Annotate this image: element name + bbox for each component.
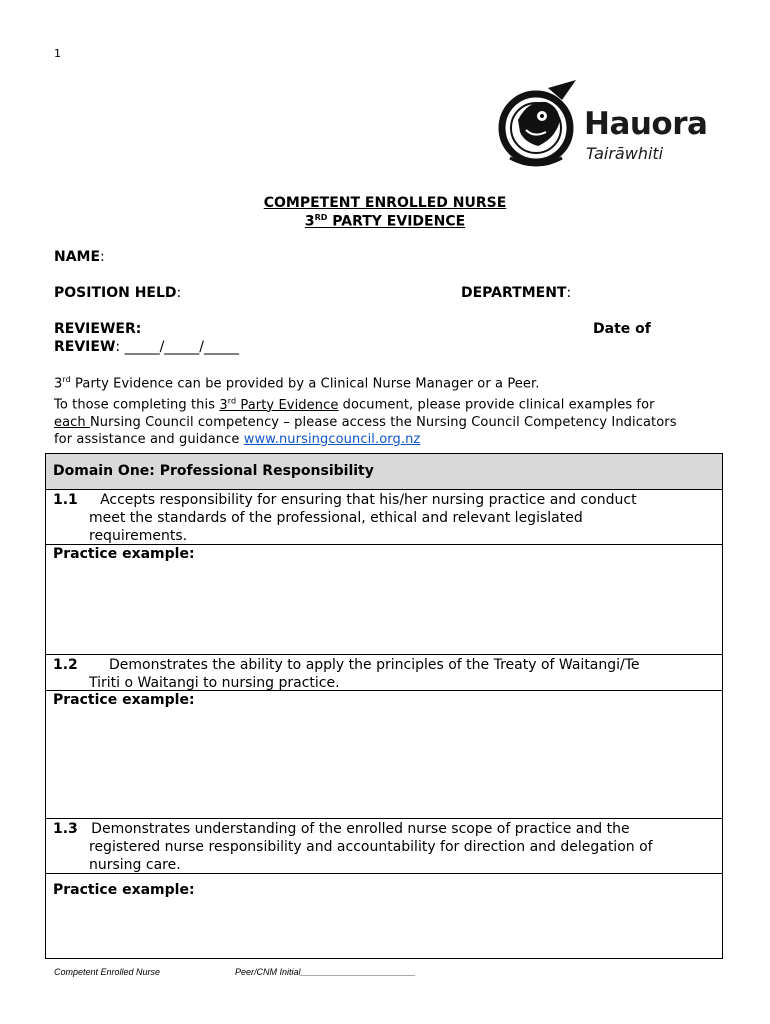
criterion-text: Tiriti o Waitangi to nursing practice. bbox=[89, 675, 340, 691]
practice-example-label: Practice example: bbox=[53, 546, 195, 562]
practice-example-row-1-3[interactable] bbox=[46, 874, 722, 958]
logo-wordmark: Hauora bbox=[584, 106, 708, 142]
subtitle-number: 3 bbox=[304, 213, 315, 230]
department-field: DEPARTMENT: bbox=[461, 285, 572, 301]
subtitle-sup: RD bbox=[314, 213, 328, 222]
instructions bbox=[54, 371, 734, 448]
practice-example-label: Practice example: bbox=[53, 692, 195, 708]
domain-header: Domain One: Professional Responsibility bbox=[53, 463, 374, 479]
footer-initial: Peer/CNM Initial_______________________ bbox=[235, 967, 416, 977]
reviewer-label: REVIEWER: bbox=[54, 321, 142, 337]
date-label: Date of bbox=[593, 321, 651, 337]
intro-text: Party Evidence can be provided by a Clinical Nurse Manager or a Peer. bbox=[70, 376, 540, 392]
instruction-line-1 bbox=[54, 371, 734, 392]
practice-example-label: Practice example: bbox=[53, 882, 195, 898]
department-label: DEPARTMENT bbox=[461, 285, 567, 301]
intro-underlined bbox=[219, 398, 338, 413]
document-title: COMPETENT ENROLLED NURSE bbox=[263, 195, 507, 211]
criterion-row-1-2 bbox=[46, 655, 722, 691]
criterion-number: 1.3 bbox=[53, 821, 78, 837]
criterion-text: Demonstrates the ability to apply the principles of the Treaty of Waitangi/Te bbox=[108, 657, 640, 673]
competency-table bbox=[45, 453, 723, 959]
intro-text: for assistance and guidance bbox=[54, 431, 244, 447]
criterion-text: nursing care. bbox=[89, 857, 181, 873]
intro-sup: rd bbox=[227, 396, 237, 406]
review-date-field bbox=[54, 339, 239, 355]
criterion-line bbox=[53, 820, 630, 838]
subtitle-text: PARTY EVIDENCE bbox=[327, 213, 466, 230]
criterion-text: registered nurse responsibility and accountability for direction and delegation of bbox=[89, 839, 653, 855]
intro-underlined: each bbox=[54, 414, 90, 430]
intro-num: 3 bbox=[54, 376, 63, 392]
instruction-line-2 bbox=[54, 392, 734, 413]
criterion-text: Demonstrates understanding of the enrolled nurse scope of practice and the bbox=[91, 821, 630, 837]
intro-text: document, please provide clinical examples for bbox=[338, 397, 655, 413]
document-subtitle bbox=[0, 213, 770, 230]
criterion-text: meet the standards of the professional, ethical and relevant legislated bbox=[89, 510, 583, 526]
instruction-line-4 bbox=[54, 431, 734, 448]
intro-text: Nursing Council competency – please access the Nursing Council Competency Indicators bbox=[89, 414, 677, 430]
intro-sup: rd bbox=[62, 375, 71, 384]
hauora-logo bbox=[498, 80, 718, 170]
review-label: REVIEW bbox=[54, 339, 116, 355]
logo-emblem-icon bbox=[498, 80, 582, 170]
practice-example-row-1-2[interactable] bbox=[46, 691, 722, 819]
criterion-number: 1.2 bbox=[53, 657, 78, 673]
practice-example-row-1-1[interactable] bbox=[46, 545, 722, 655]
name-field: NAME: bbox=[54, 249, 105, 265]
position-field: POSITION HELD: bbox=[54, 285, 182, 301]
nursing-council-link[interactable]: www.nursingcouncil.org.nz bbox=[243, 431, 421, 447]
page-number: 1 bbox=[54, 47, 61, 60]
criterion-row-1-3 bbox=[46, 819, 722, 874]
criterion-text: requirements. bbox=[89, 528, 188, 544]
position-label: POSITION HELD bbox=[54, 285, 177, 301]
domain-header-row bbox=[46, 454, 722, 490]
criterion-number: 1.1 bbox=[53, 492, 78, 508]
criterion-text: Accepts responsibility for ensuring that his/her nursing practice and conduct bbox=[100, 492, 637, 508]
logo-subtitle: Tairāwhiti bbox=[586, 144, 664, 163]
date-of-label bbox=[593, 321, 651, 337]
name-label: NAME bbox=[54, 249, 101, 265]
instruction-line-3 bbox=[54, 414, 734, 431]
criterion-row-1-1 bbox=[46, 490, 722, 545]
review-date-value: : _____/_____/_____ bbox=[115, 339, 240, 355]
criterion-line bbox=[53, 491, 637, 509]
footer-left: Competent Enrolled Nurse bbox=[54, 967, 161, 977]
intro-num: 3 bbox=[219, 397, 228, 413]
intro-text: To those completing this bbox=[54, 397, 220, 413]
intro-text: Party Evidence bbox=[236, 397, 339, 413]
criterion-line bbox=[53, 656, 640, 674]
reviewer-field bbox=[54, 321, 141, 337]
